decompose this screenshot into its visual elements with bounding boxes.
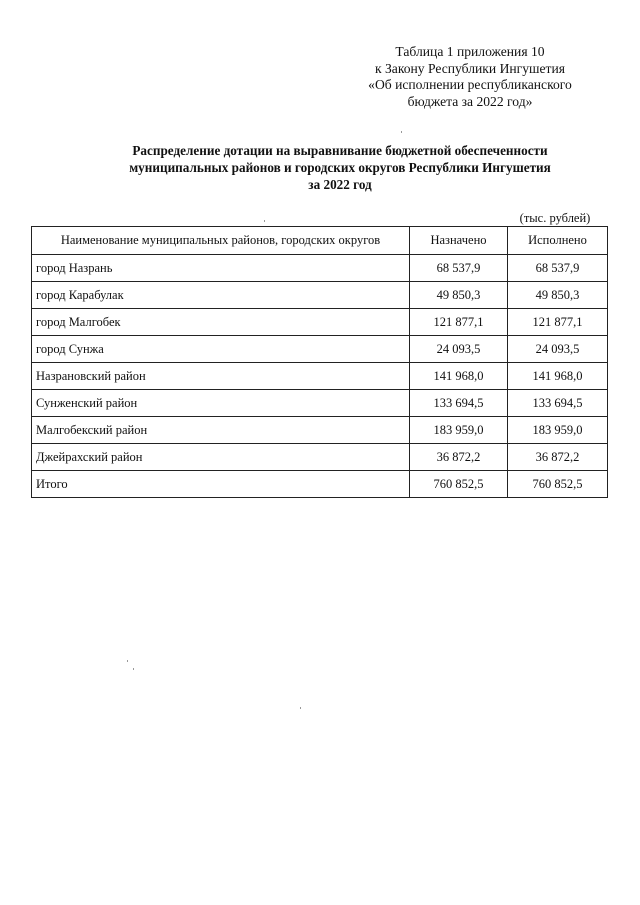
title-line: муниципальных районов и городских округов Республики Ингушетия bbox=[129, 160, 551, 175]
table-row bbox=[32, 255, 608, 282]
units-note: (тыс. рублей) bbox=[519, 211, 591, 225]
row-executed: 49 850,3 bbox=[508, 282, 608, 309]
table-total-row bbox=[32, 471, 608, 498]
table-row bbox=[32, 363, 608, 390]
header-assigned: Назначено bbox=[410, 227, 508, 255]
table-row bbox=[32, 444, 608, 471]
title-line: Распределение дотации на выравнивание бюджетной обеспеченности bbox=[132, 143, 548, 158]
scan-speck bbox=[401, 131, 402, 133]
header-executed: Исполнено bbox=[508, 227, 608, 255]
row-name: Сунженский район bbox=[32, 390, 410, 417]
total-name: Итого bbox=[32, 471, 410, 498]
row-executed: 121 877,1 bbox=[508, 309, 608, 336]
appendix-line: «Об исполнении республиканского bbox=[368, 77, 572, 92]
row-name: Малгобекский район bbox=[32, 417, 410, 444]
row-assigned: 24 093,5 bbox=[410, 336, 508, 363]
scan-speck bbox=[133, 668, 134, 670]
scan-speck bbox=[264, 220, 265, 222]
row-name: Джейрахский район bbox=[32, 444, 410, 471]
table-header-row bbox=[32, 227, 608, 255]
table-row bbox=[32, 390, 608, 417]
row-executed: 36 872,2 bbox=[508, 444, 608, 471]
row-executed: 24 093,5 bbox=[508, 336, 608, 363]
table-row bbox=[32, 336, 608, 363]
scan-speck bbox=[127, 660, 128, 662]
row-assigned: 121 877,1 bbox=[410, 309, 508, 336]
appendix-reference bbox=[330, 44, 610, 110]
row-executed: 68 537,9 bbox=[508, 255, 608, 282]
row-assigned: 141 968,0 bbox=[410, 363, 508, 390]
document-title bbox=[60, 142, 620, 193]
row-assigned: 183 959,0 bbox=[410, 417, 508, 444]
row-executed: 133 694,5 bbox=[508, 390, 608, 417]
table-row bbox=[32, 309, 608, 336]
row-name: город Карабулак bbox=[32, 282, 410, 309]
row-assigned: 49 850,3 bbox=[410, 282, 508, 309]
row-name: Назрановский район bbox=[32, 363, 410, 390]
table-row bbox=[32, 417, 608, 444]
subsidy-table bbox=[31, 226, 608, 498]
header-name: Наименование муниципальных районов, городских округов bbox=[32, 227, 410, 255]
row-name: город Малгобек bbox=[32, 309, 410, 336]
appendix-line: к Закону Республики Ингушетия bbox=[374, 60, 566, 76]
row-assigned: 133 694,5 bbox=[410, 390, 508, 417]
title-line: за 2022 год bbox=[308, 177, 372, 192]
table-row bbox=[32, 282, 608, 309]
row-executed: 141 968,0 bbox=[508, 363, 608, 390]
row-name: город Сунжа bbox=[32, 336, 410, 363]
row-name: город Назрань bbox=[32, 255, 410, 282]
scan-speck bbox=[300, 707, 301, 709]
row-assigned: 68 537,9 bbox=[410, 255, 508, 282]
row-executed: 183 959,0 bbox=[508, 417, 608, 444]
row-assigned: 36 872,2 bbox=[410, 444, 508, 471]
total-assigned: 760 852,5 bbox=[410, 471, 508, 498]
appendix-line: бюджета за 2022 год» bbox=[407, 93, 533, 109]
total-executed: 760 852,5 bbox=[508, 471, 608, 498]
appendix-line: Таблица 1 приложения 10 bbox=[395, 44, 545, 59]
